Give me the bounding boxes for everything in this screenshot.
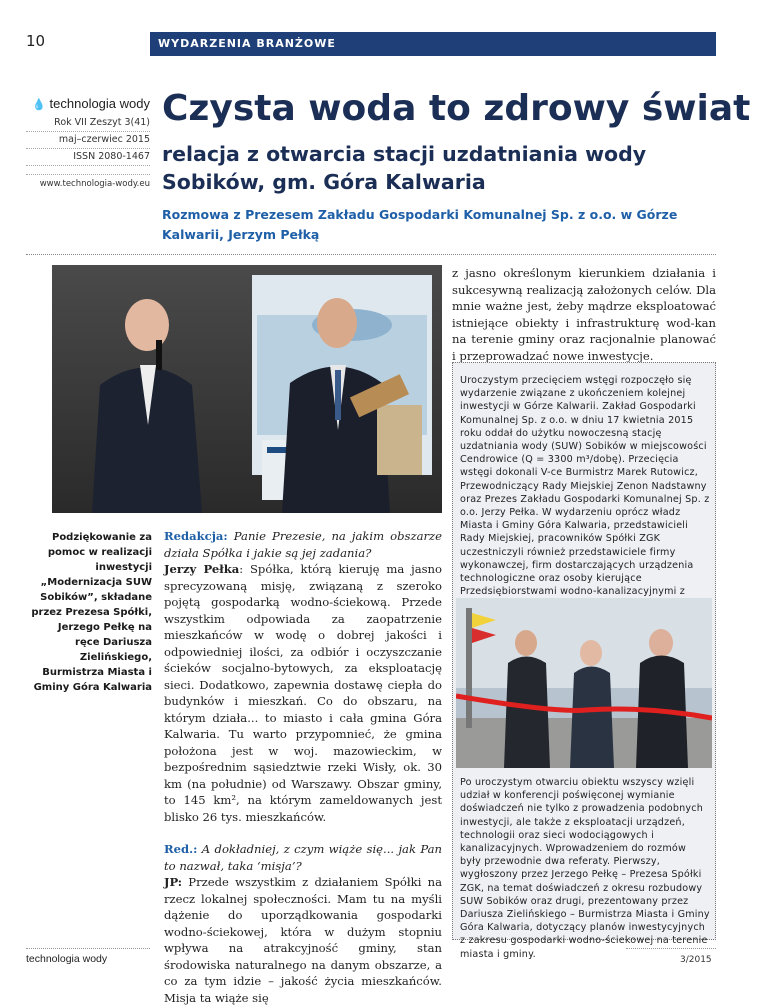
interview-text bbox=[164, 528, 442, 1006]
section-header: WYDARZENIA BRANŻOWE bbox=[150, 32, 716, 56]
interviewee-label: Jerzy Pełka bbox=[164, 562, 240, 576]
divider bbox=[26, 254, 716, 255]
award-photo bbox=[52, 265, 442, 513]
answer: Przede wszystkim z działaniem Spółki na rzecz lokalnej społeczności. Mam tu na myśli dążenie do uporządkowania gospodarki wodno-ściekowej, która w dużym stopniu wpływa na atrakcyjność gminy, stan środowiska naturalnego na danym obszarze, a co za tym idzie – jakość życia mieszkańców. Misja ta wiąże się bbox=[164, 875, 442, 1005]
issn: ISSN 2080-1467 bbox=[26, 149, 150, 166]
interviewer-label: Redakcja: bbox=[164, 529, 228, 543]
interviewee-label: JP: bbox=[164, 875, 183, 889]
interviewer-label: Red.: bbox=[164, 842, 198, 856]
website-url: www.technologia-wody.eu bbox=[26, 174, 150, 189]
footer-divider bbox=[626, 948, 716, 949]
issue-info bbox=[26, 115, 150, 166]
footer-issue: 3/2015 bbox=[680, 955, 712, 965]
footer-brand: technologia wody bbox=[26, 953, 108, 965]
article-lead: Rozmowa z Prezesem Zakładu Gospodarki Komunalnej Sp. z o.o. w Górze Kalwarii, Jerzym Pełką bbox=[162, 207, 678, 242]
question: A dokładniej, z czym wiąże się... jak Pan to nazwał, taka ‘misja’? bbox=[164, 842, 442, 873]
masthead bbox=[26, 96, 150, 189]
brand-name: technologia wody bbox=[49, 96, 150, 111]
brand-logo bbox=[26, 96, 150, 111]
sidebar-text-2: Po uroczystym otwarciu obiektu wszyscy wzięli udział w konferencji poświęconej wymianie doświadczeń nie tylko z prowadzenia podobnych inwestycji, ale także z eksploatacji urządzeń, technologii oraz sieci wodociągowych i kanalizacyjnych. Wprowadzeniem do rozmów były przewodnie dwa referaty. Pierwszy, wygłoszony przez Jerzego Pełkę – Prezesa Spółki ZGK, na temat doświadczeń z okresu rozbudowy SUW Sobików oraz drugi, prezentowany przez Dariusza Zielińskiego – Burmistrza Miasta i Gminy Góra Kalwaria, dotyczący planów inwestycyjnych z zakresu gospodarki wodno-ściekowej na terenie miasta i gminy. bbox=[460, 777, 710, 960]
page-number: 10 bbox=[26, 32, 46, 50]
question: Panie Prezesie, na jakim obszarze działa Spółka i jakie są jej zadania? bbox=[164, 529, 443, 560]
article-subtitle: relacja z otwarcia stacji uzdatniania wody Sobików, gm. Góra Kalwaria bbox=[162, 142, 647, 194]
issue-date: maj–czerwiec 2015 bbox=[26, 132, 150, 149]
ribbon-cutting-photo bbox=[456, 598, 712, 768]
photo-caption: Podziękowanie za pomoc w realizacji inwestycji „Modernizacja SUW Sobików”, składane przez Prezesa Spółki, Jerzego Pełkę na ręce Dariusza Zielińskiego, Burmistrza Miasta i Gminy Góra Kalwaria bbox=[31, 532, 152, 693]
sidebar-text-1: Uroczystym przecięciem wstęgi rozpoczęło się wydarzenie związane z ukończeniem kolejnej inwestycji w Górze Kalwarii. Zakład Gospodarki Komunalnej Sp. z o.o. w dniu 17 kwietnia 2015 roku oddał do użytku nowoczesną stację uzdatniania wody (SUW) Sobików w miejscowości Cendrowice (Q = 3300 m³/dobę). Przecięcia wstęgi dokonali V-ce Burmistrz Marek Rutowicz, Przewodniczący Rady Miejskiej Zenon Nadstawny oraz Prezes Zakładu Gospodarki Komunalnej Sp. z o.o. Jerzy Pełka. W wydarzeniu oprócz władz Miasta i Gminy Góra Kalwaria, przedstawicieli Rady Miejskiej, pracowników Spółki ZGK uczestniczyli również przedstawiciele firmy wykonawczej, firm dostarczających urządzenia technologiczne oraz osoby kierujące Przedsiębiorstwami wodno-kanalizacyjnymi z bbox=[460, 375, 710, 598]
footer-divider bbox=[26, 948, 150, 949]
answer: : Spółka, którą kieruję ma jasno sprecyzowaną misję, związaną z szeroko pojętą gospodarką wodno-ściekową. Przede wszystkim odpowiada za zaopatrzenie mieszkańców w wodę o dobrej jakości i odpowiedniej ilości, za odbiór i oczyszczanie ścieków socjalno-bytowych, za eksploatację sieci. Dodatkowo, zapewnia dostawę ciepła do budynków i mieszkań. Co do obszaru, na którym działa... to miasto i cała gmina Góra Kalwaria. Tu warto przypomnieć, że gmina położona jest w woj. mazowieckim, w bezpośrednim sąsiedztwie rzeki Wisły, ok. 30 km (na południe) od Warszawy. Obszar gminy, to 145 km², na którym zameldowanych jest blisko 26 tys. mieszkańców. bbox=[164, 562, 443, 824]
answer-continued: z jasno określonym kierunkiem działania i sukcesywną realizacją założonych celów. Dla mnie ważne jest, żeby mądrze eksploatować istniejące obiekty i infrastrukturę wod-kan na terenie gminy oraz racjonalnie planować i przeprowadzać nowe inwestycje. bbox=[452, 266, 716, 363]
water-drop-icon: 💧 bbox=[32, 99, 46, 111]
issue-number: Rok VII Zeszyt 3(41) bbox=[26, 115, 150, 132]
article-title: Czysta woda to zdrowy świat bbox=[162, 88, 751, 129]
